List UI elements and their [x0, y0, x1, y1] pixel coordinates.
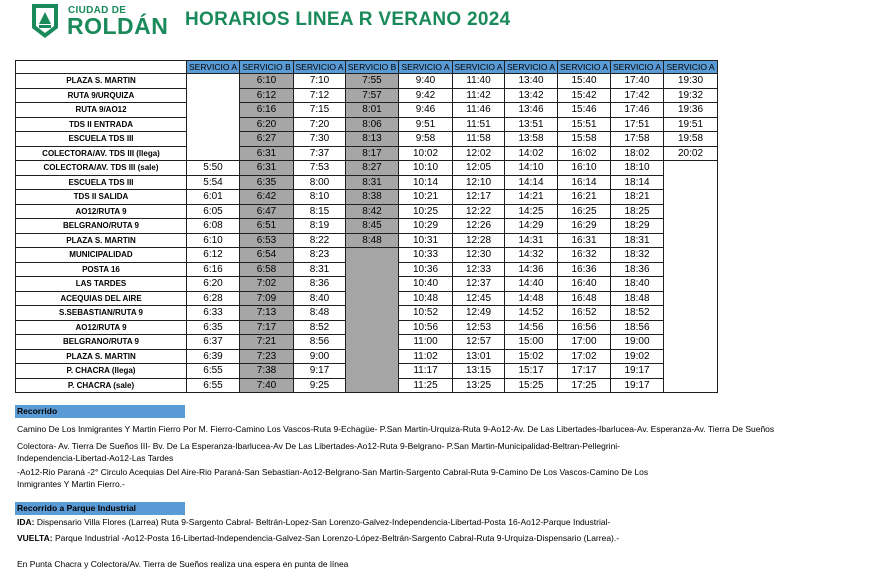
- stop-name: AO12/RUTA 9: [16, 320, 187, 335]
- time-cell: 6:55: [187, 378, 240, 393]
- ida-label: IDA:: [17, 517, 35, 527]
- time-cell: 17:02: [558, 349, 611, 364]
- table-row: [16, 175, 718, 190]
- time-cell: 15:25: [505, 378, 558, 393]
- ida-text: Dispensario Villa Flores (Larrea) Ruta 9-Sargento Cabral- Beltrán-Lopez-San Lorenzo-Galvez-Independencia-Libertad-Posta 16-Ao12-Parque Industrial-: [34, 517, 611, 527]
- time-cell: 9:58: [399, 132, 453, 147]
- vuelta-label: VUELTA:: [17, 533, 53, 543]
- time-cell: 11:25: [399, 378, 453, 393]
- time-cell: 13:25: [453, 378, 505, 393]
- time-cell: 18:32: [611, 248, 664, 263]
- time-cell: 10:10: [399, 161, 453, 176]
- time-cell: 6:58: [240, 262, 294, 277]
- time-cell: 15:00: [505, 335, 558, 350]
- time-cell: 11:46: [453, 103, 505, 118]
- time-cell: 9:40: [399, 74, 453, 89]
- time-cell: 8:31: [346, 175, 399, 190]
- stop-name: ESCUELA TDS III: [16, 175, 187, 190]
- time-cell: 6:20: [240, 117, 294, 132]
- time-cell: 18:02: [611, 146, 664, 161]
- recorrido-line: -Ao12-Rio Paraná -2° Circulo Acequias Del Aire-Rio Paraná-San Sebastian-Ao12-Belgrano-San Martin-Sargento Cabral-Ruta 9-Camino De Los Vascos-Camino De Los: [17, 467, 649, 477]
- time-cell: 14:40: [505, 277, 558, 292]
- time-cell: 12:30: [453, 248, 505, 263]
- time-cell: 9:51: [399, 117, 453, 132]
- table-row: [16, 378, 718, 393]
- stop-name: BELGRANO/RUTA 9: [16, 219, 187, 234]
- time-cell: 16:25: [558, 204, 611, 219]
- time-cell: 12:02: [453, 146, 505, 161]
- time-cell: 14:48: [505, 291, 558, 306]
- time-cell: 8:00: [294, 175, 346, 190]
- time-cell: [346, 378, 399, 393]
- time-cell: 12:37: [453, 277, 505, 292]
- header-cell: SERVICIO B: [346, 61, 399, 74]
- time-cell: 6:35: [187, 320, 240, 335]
- time-cell: 6:37: [187, 335, 240, 350]
- time-cell: 18:10: [611, 161, 664, 176]
- time-cell: 13:40: [505, 74, 558, 89]
- time-cell: [346, 248, 399, 263]
- table-row: [16, 291, 718, 306]
- table-row: [16, 335, 718, 350]
- table-row: [16, 277, 718, 292]
- time-cell: [664, 233, 718, 248]
- time-cell: 6:47: [240, 204, 294, 219]
- time-cell: [664, 219, 718, 234]
- time-cell: 18:21: [611, 190, 664, 205]
- time-cell: 8:48: [346, 233, 399, 248]
- table-row: [16, 161, 718, 176]
- time-cell: 18:36: [611, 262, 664, 277]
- time-cell: 15:02: [505, 349, 558, 364]
- logo-title: ROLDÁN: [67, 13, 169, 39]
- time-cell: 8:10: [294, 190, 346, 205]
- time-cell: 11:42: [453, 88, 505, 103]
- time-cell: [664, 248, 718, 263]
- header-cell: SERVICIO A: [505, 61, 558, 74]
- time-cell: 15:42: [558, 88, 611, 103]
- time-cell: 10:31: [399, 233, 453, 248]
- time-cell: 8:23: [294, 248, 346, 263]
- time-cell: 16:56: [558, 320, 611, 335]
- time-cell: 10:14: [399, 175, 453, 190]
- time-cell: 6:01: [187, 190, 240, 205]
- time-cell: 18:25: [611, 204, 664, 219]
- stop-name: AO12/RUTA 9: [16, 204, 187, 219]
- table-row: [16, 248, 718, 263]
- city-shield-icon: [30, 2, 60, 40]
- time-cell: 7:20: [294, 117, 346, 132]
- espera-note: En Punta Chacra y Colectora/Av. Tierra de Sueños realiza una espera en punta de línea: [17, 559, 349, 569]
- header-cell: SERVICIO A: [187, 61, 240, 74]
- parque-heading: Recorrido a Parque Industrial: [15, 502, 185, 515]
- stop-name: TDS II ENTRADA: [16, 117, 187, 132]
- table-row: [16, 117, 718, 132]
- time-cell: 11:00: [399, 335, 453, 350]
- time-cell: 8:56: [294, 335, 346, 350]
- page-title: HORARIOS LINEA R VERANO 2024: [185, 9, 511, 30]
- time-cell: 18:48: [611, 291, 664, 306]
- time-cell: 11:17: [399, 364, 453, 379]
- time-cell: [346, 291, 399, 306]
- time-cell: 19:32: [664, 88, 718, 103]
- stop-name: P. CHACRA (llega): [16, 364, 187, 379]
- time-cell: 6:27: [240, 132, 294, 147]
- time-cell: 8:45: [346, 219, 399, 234]
- time-cell: 6:28: [187, 291, 240, 306]
- stop-name: ACEQUIAS DEL AIRE: [16, 291, 187, 306]
- time-cell: [346, 306, 399, 321]
- stop-name: PLAZA S. MARTIN: [16, 233, 187, 248]
- time-cell: 18:56: [611, 320, 664, 335]
- time-cell: 13:46: [505, 103, 558, 118]
- table-row: [16, 306, 718, 321]
- time-cell: 8:15: [294, 204, 346, 219]
- header-cell: SERVICIO A: [664, 61, 718, 74]
- time-cell: 8:52: [294, 320, 346, 335]
- time-cell: 8:19: [294, 219, 346, 234]
- time-cell: 5:54: [187, 175, 240, 190]
- time-cell: 8:27: [346, 161, 399, 176]
- time-cell: [664, 335, 718, 350]
- time-cell: 14:31: [505, 233, 558, 248]
- table-row: [16, 74, 718, 89]
- recorrido-line: Colectora- Av. Tierra De Sueños III- Bv. De La Esperanza-Ibarlucea-Av De Las Libertades-Ao12-Ruta 9-Belgrano- P.San Martin-Municipalidad-Beltran-Pellegrini-: [17, 441, 621, 451]
- header: [28, 2, 888, 42]
- time-cell: 15:51: [558, 117, 611, 132]
- time-cell: 15:46: [558, 103, 611, 118]
- time-cell: 6:16: [240, 103, 294, 118]
- time-cell: 15:17: [505, 364, 558, 379]
- table-row: [16, 88, 718, 103]
- time-cell: 12:05: [453, 161, 505, 176]
- time-cell: 14:14: [505, 175, 558, 190]
- time-cell: 10:25: [399, 204, 453, 219]
- time-cell: 16:36: [558, 262, 611, 277]
- time-cell: 16:31: [558, 233, 611, 248]
- time-cell: 16:10: [558, 161, 611, 176]
- time-cell: 12:57: [453, 335, 505, 350]
- time-cell: [346, 364, 399, 379]
- time-cell: 12:49: [453, 306, 505, 321]
- time-cell: 19:36: [664, 103, 718, 118]
- schedule-body: [16, 74, 718, 393]
- time-cell: 13:42: [505, 88, 558, 103]
- time-cell: 16:29: [558, 219, 611, 234]
- time-cell: 14:25: [505, 204, 558, 219]
- time-cell: 12:22: [453, 204, 505, 219]
- time-cell: 10:56: [399, 320, 453, 335]
- time-cell: 6:12: [240, 88, 294, 103]
- time-cell: 8:22: [294, 233, 346, 248]
- time-cell: 6:33: [187, 306, 240, 321]
- time-cell: 18:31: [611, 233, 664, 248]
- time-cell: 7:40: [240, 378, 294, 393]
- time-cell: 7:23: [240, 349, 294, 364]
- time-cell: 6:05: [187, 204, 240, 219]
- time-cell: [187, 88, 240, 103]
- time-cell: 6:42: [240, 190, 294, 205]
- time-cell: 19:51: [664, 117, 718, 132]
- time-cell: 17:40: [611, 74, 664, 89]
- time-cell: 9:00: [294, 349, 346, 364]
- time-cell: [346, 335, 399, 350]
- time-cell: 8:38: [346, 190, 399, 205]
- time-cell: 10:52: [399, 306, 453, 321]
- time-cell: 15:40: [558, 74, 611, 89]
- header-cell: SERVICIO A: [454, 62, 503, 72]
- recorrido-line: Camino De Los Inmigrantes Y Martin Fierro Por M. Fierro-Camino Los Vascos-Ruta 9-Echagüe- P.San Martin-Urquiza-Ruta 9-Ao12-Av. De Las Libertades-Ibarlucea-Av. Esperanza-Av. Tierra De Sueños: [17, 424, 775, 434]
- time-cell: [664, 349, 718, 364]
- time-cell: 14:52: [505, 306, 558, 321]
- time-cell: 17:00: [558, 335, 611, 350]
- time-cell: 7:17: [240, 320, 294, 335]
- recorrido-heading: Recorrido: [15, 405, 185, 418]
- time-cell: 19:17: [611, 364, 664, 379]
- time-cell: 11:58: [453, 132, 505, 147]
- table-row: [16, 349, 718, 364]
- time-cell: 19:17: [611, 378, 664, 393]
- table-row: [16, 320, 718, 335]
- time-cell: [187, 117, 240, 132]
- stop-name: TDS II SALIDA: [16, 190, 187, 205]
- time-cell: 7:13: [240, 306, 294, 321]
- time-cell: 6:08: [187, 219, 240, 234]
- time-cell: 6:54: [240, 248, 294, 263]
- stop-name: P. CHACRA (sale): [16, 378, 187, 393]
- time-cell: [187, 103, 240, 118]
- stop-name: POSTA 16: [16, 262, 187, 277]
- time-cell: 8:13: [346, 132, 399, 147]
- table-row: [16, 103, 718, 118]
- time-cell: 16:32: [558, 248, 611, 263]
- time-cell: 6:10: [187, 233, 240, 248]
- time-cell: [187, 132, 240, 147]
- time-cell: 10:36: [399, 262, 453, 277]
- header-cell: SERVICIO B: [240, 61, 294, 74]
- time-cell: 17:58: [611, 132, 664, 147]
- table-header-row: [16, 61, 718, 74]
- time-cell: 16:40: [558, 277, 611, 292]
- header-corner: [16, 61, 187, 74]
- header-cell: SERVICIO A: [399, 61, 453, 74]
- time-cell: 14:02: [505, 146, 558, 161]
- time-cell: 6:10: [240, 74, 294, 89]
- time-cell: 11:02: [399, 349, 453, 364]
- time-cell: [346, 320, 399, 335]
- stop-name: PLAZA S. MARTIN: [16, 74, 187, 89]
- time-cell: 6:31: [240, 161, 294, 176]
- time-cell: 7:38: [240, 364, 294, 379]
- time-cell: 12:17: [453, 190, 505, 205]
- stop-name: COLECTORA/AV. TDS III (sale): [16, 161, 187, 176]
- table-row: [16, 190, 718, 205]
- time-cell: 10:48: [399, 291, 453, 306]
- time-cell: 9:25: [294, 378, 346, 393]
- table-row: [16, 364, 718, 379]
- time-cell: 8:40: [294, 291, 346, 306]
- time-cell: 8:36: [294, 277, 346, 292]
- time-cell: 16:48: [558, 291, 611, 306]
- time-cell: 6:39: [187, 349, 240, 364]
- time-cell: 10:29: [399, 219, 453, 234]
- time-cell: [664, 175, 718, 190]
- city-logo: [28, 2, 169, 42]
- time-cell: 7:30: [294, 132, 346, 147]
- time-cell: 15:58: [558, 132, 611, 147]
- time-cell: 18:40: [611, 277, 664, 292]
- time-cell: 17:17: [558, 364, 611, 379]
- time-cell: 8:06: [346, 117, 399, 132]
- time-cell: 6:55: [187, 364, 240, 379]
- recorrido-line: Inmigrantes Y Martin Fierro.-: [17, 479, 125, 489]
- time-cell: 7:55: [346, 74, 399, 89]
- table-row: [16, 262, 718, 277]
- parque-ida: [17, 517, 610, 528]
- time-cell: 6:51: [240, 219, 294, 234]
- time-cell: 7:21: [240, 335, 294, 350]
- time-cell: 11:51: [453, 117, 505, 132]
- time-cell: 9:42: [399, 88, 453, 103]
- time-cell: 12:26: [453, 219, 505, 234]
- stop-name: S.SEBASTIAN/RUTA 9: [16, 306, 187, 321]
- time-cell: 12:28: [453, 233, 505, 248]
- table-row: [16, 219, 718, 234]
- table-row: [16, 146, 718, 161]
- time-cell: [346, 277, 399, 292]
- time-cell: 10:33: [399, 248, 453, 263]
- stop-name: PLAZA S. MARTIN: [16, 349, 187, 364]
- time-cell: 8:17: [346, 146, 399, 161]
- time-cell: 8:42: [346, 204, 399, 219]
- time-cell: 6:53: [240, 233, 294, 248]
- time-cell: 6:35: [240, 175, 294, 190]
- header-cell: SERVICIO A: [295, 62, 344, 72]
- time-cell: 12:45: [453, 291, 505, 306]
- time-cell: [664, 291, 718, 306]
- time-cell: 20:02: [664, 146, 718, 161]
- time-cell: 12:10: [453, 175, 505, 190]
- time-cell: 12:53: [453, 320, 505, 335]
- stop-name: ESCUELA TDS III: [16, 132, 187, 147]
- time-cell: [664, 161, 718, 176]
- time-cell: 14:21: [505, 190, 558, 205]
- time-cell: 9:17: [294, 364, 346, 379]
- time-cell: 10:02: [399, 146, 453, 161]
- time-cell: [664, 378, 718, 393]
- time-cell: 13:51: [505, 117, 558, 132]
- time-cell: 11:40: [453, 74, 505, 89]
- stop-name: LAS TARDES: [16, 277, 187, 292]
- time-cell: 10:40: [399, 277, 453, 292]
- time-cell: 14:32: [505, 248, 558, 263]
- parque-vuelta: [17, 533, 619, 544]
- time-cell: 14:29: [505, 219, 558, 234]
- stop-name: MUNICIPALIDAD: [16, 248, 187, 263]
- stop-name: RUTA 9/URQUIZA: [16, 88, 187, 103]
- time-cell: 6:31: [240, 146, 294, 161]
- time-cell: 18:14: [611, 175, 664, 190]
- time-cell: 7:09: [240, 291, 294, 306]
- time-cell: 16:21: [558, 190, 611, 205]
- time-cell: [664, 320, 718, 335]
- time-cell: 7:10: [294, 74, 346, 89]
- time-cell: 18:29: [611, 219, 664, 234]
- stop-name: BELGRANO/RUTA 9: [16, 335, 187, 350]
- time-cell: 9:46: [399, 103, 453, 118]
- time-cell: 19:00: [611, 335, 664, 350]
- time-cell: 8:31: [294, 262, 346, 277]
- time-cell: 13:01: [453, 349, 505, 364]
- time-cell: 19:58: [664, 132, 718, 147]
- time-cell: [664, 364, 718, 379]
- time-cell: 16:52: [558, 306, 611, 321]
- time-cell: 6:12: [187, 248, 240, 263]
- header-cell: SERVICIO A: [611, 61, 664, 74]
- stop-name: RUTA 9/AO12: [16, 103, 187, 118]
- time-cell: 8:48: [294, 306, 346, 321]
- header-cell: SERVICIO A: [558, 61, 611, 74]
- time-cell: 7:53: [294, 161, 346, 176]
- time-cell: 6:16: [187, 262, 240, 277]
- time-cell: [187, 146, 240, 161]
- table-row: [16, 132, 718, 147]
- time-cell: 19:02: [611, 349, 664, 364]
- time-cell: [346, 262, 399, 277]
- time-cell: 14:36: [505, 262, 558, 277]
- table-row: [16, 204, 718, 219]
- time-cell: 5:50: [187, 161, 240, 176]
- time-cell: 17:25: [558, 378, 611, 393]
- time-cell: [187, 74, 240, 89]
- time-cell: [664, 190, 718, 205]
- time-cell: 7:12: [294, 88, 346, 103]
- recorrido-line: Independencia-Libertad-Ao12-Las Tardes: [17, 453, 174, 463]
- time-cell: [664, 204, 718, 219]
- time-cell: [664, 306, 718, 321]
- time-cell: 14:10: [505, 161, 558, 176]
- time-cell: 17:46: [611, 103, 664, 118]
- time-cell: 6:20: [187, 277, 240, 292]
- time-cell: 7:37: [294, 146, 346, 161]
- time-cell: 7:15: [294, 103, 346, 118]
- time-cell: 10:21: [399, 190, 453, 205]
- time-cell: 8:01: [346, 103, 399, 118]
- time-cell: 7:57: [346, 88, 399, 103]
- time-cell: [346, 349, 399, 364]
- time-cell: 17:51: [611, 117, 664, 132]
- time-cell: 16:02: [558, 146, 611, 161]
- time-cell: [664, 277, 718, 292]
- time-cell: 19:30: [664, 74, 718, 89]
- stop-name: COLECTORA/AV. TDS III (llega): [16, 146, 187, 161]
- time-cell: 7:02: [240, 277, 294, 292]
- time-cell: 14:56: [505, 320, 558, 335]
- time-cell: [664, 262, 718, 277]
- schedule-table: [15, 60, 718, 393]
- time-cell: 18:52: [611, 306, 664, 321]
- time-cell: 12:33: [453, 262, 505, 277]
- table-row: [16, 233, 718, 248]
- time-cell: 17:42: [611, 88, 664, 103]
- time-cell: 16:14: [558, 175, 611, 190]
- vuelta-text: Parque Industrial -Ao12-Posta 16-Libertad-Independencia-Galvez-San Lorenzo-López-Beltrán-Sargento Cabral-Ruta 9-Urquiza-Dispensario (Larrea).-: [52, 533, 620, 543]
- logo-subtitle: CIUDAD DE: [68, 5, 127, 16]
- time-cell: 13:15: [453, 364, 505, 379]
- time-cell: 13:58: [505, 132, 558, 147]
